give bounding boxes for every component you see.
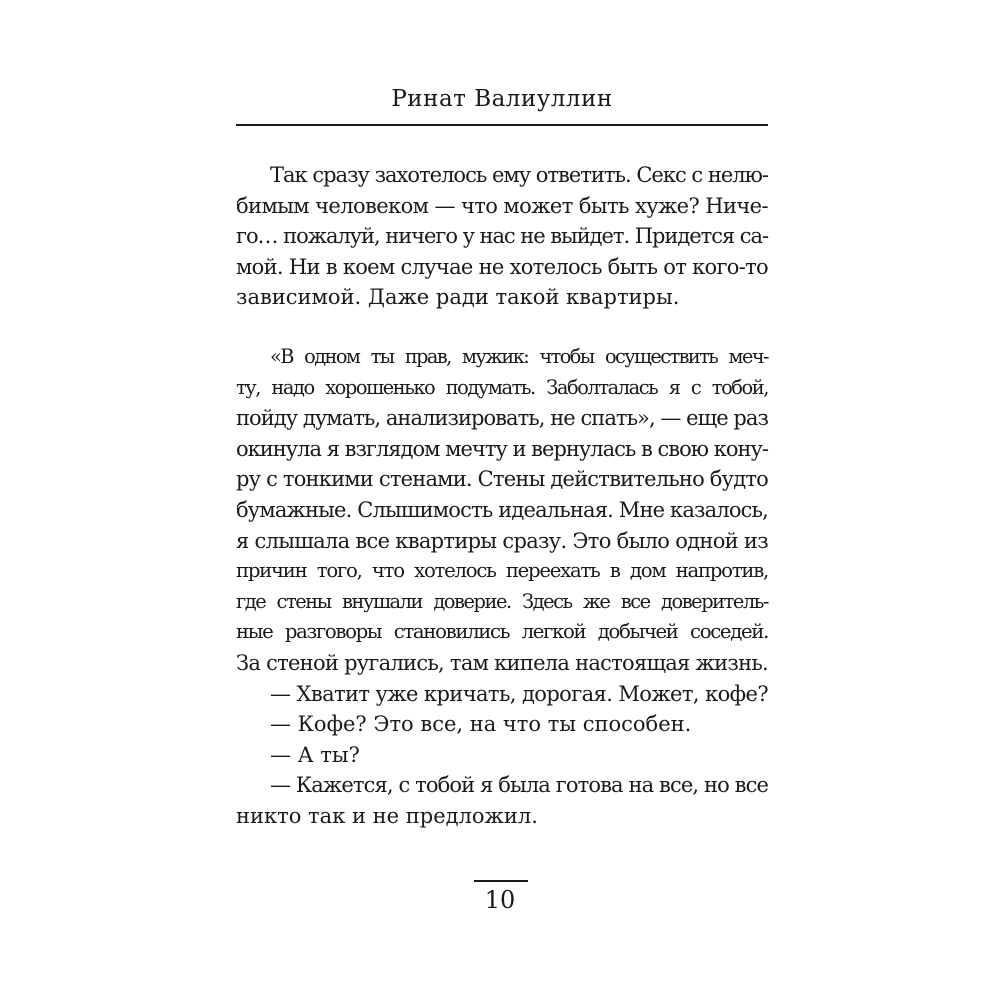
dialogue-line: — А ты? (270, 742, 360, 767)
dialogue-line: — Кажется, с тобой я была готова на все, но все (270, 773, 768, 798)
text-line: пойду думать, анализировать, не спать», — еще раз (236, 406, 768, 431)
text-line: ные разговоры становились легкой добычей соседей. (236, 620, 768, 644)
text-line: «В одном ты прав, мужик: чтобы осуществить меч- (270, 345, 768, 368)
text-line: мой. Ни в коем случае не хотелось быть от кого-то (236, 254, 768, 279)
text-line: ру с тонкими стенами. Стены действительно будто (236, 467, 768, 492)
paragraph-2 (236, 342, 768, 832)
text-line: Так сразу захотелось ему ответить. Секс с нелю- (270, 163, 768, 187)
dialogue-line: никто так и не предложил. (236, 803, 538, 828)
dialogue-line: — Хватит уже кричать, дорогая. Может, кофе? (270, 681, 768, 706)
text-line: окинула я взглядом мечту и вернулась в свою кону- (236, 436, 768, 461)
text-line: бимым человеком — что может быть хуже? Ниче- (236, 193, 768, 218)
text-line: За стеной ругались, там кипела настоящая жизнь. (236, 650, 768, 675)
paragraph-1 (236, 160, 768, 313)
text-line: я слышала все квартиры сразу. Это было одной из (236, 528, 768, 553)
text-line: ту, надо хорошенько подумать. Заболталась я с тобой, (236, 375, 768, 399)
text-line: го… пожалуй, ничего у нас не выйдет. Придется са- (236, 224, 768, 249)
footer-rule (474, 880, 528, 882)
page-number: 10 (484, 886, 516, 914)
header-rule (236, 124, 768, 126)
text-line: причин того, что хотелось переехать в дом напротив, (236, 559, 768, 583)
dialogue-line: — Кофе? Это все, на что ты способен. (270, 712, 692, 737)
text-line: зависимой. Даже ради такой квартиры. (236, 285, 680, 310)
text-line: где стены внушали доверие. Здесь же все доверитель- (236, 589, 768, 613)
text-line: бумажные. Слышимость идеальная. Мне казалось, (236, 497, 768, 522)
running-head-author: Ринат Валиуллин (391, 86, 613, 112)
